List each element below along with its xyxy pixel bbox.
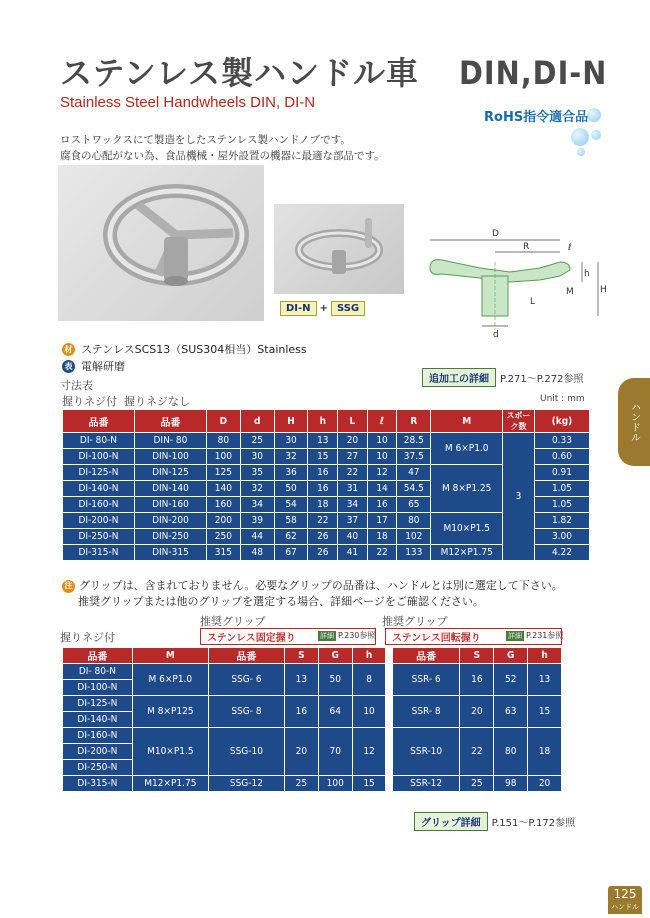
cell: 16 — [284, 696, 318, 728]
cell: M 6×P1.0 — [132, 664, 208, 696]
cell: DIN-125 — [134, 465, 206, 481]
drawing-label-l-lower: ℓ — [568, 243, 572, 253]
col-d-upper: D — [206, 410, 240, 433]
cell: 20 — [528, 776, 562, 792]
rotate-grip-ref-text: P.231参照 — [526, 631, 564, 640]
note-line: グリップは、含まれておりません。必要なグリップの品番は、ハンドルとは別に選定して下さい。 — [79, 579, 563, 592]
page-subtitle: Stainless Steel Handwheels DIN, DI-N — [60, 94, 316, 111]
detail-mini-tag: 詳細 — [508, 631, 522, 640]
material-text: ステンレスSCS13（SUS304相当）Stainless — [81, 343, 307, 356]
drawing-label-h-upper: H — [600, 285, 607, 295]
description — [60, 132, 385, 164]
cell: 32 — [274, 449, 308, 465]
cell: 30 — [274, 433, 308, 449]
cell: 22 — [308, 513, 338, 529]
cell: 16 — [460, 664, 494, 696]
cell: 12 — [367, 465, 397, 481]
detail-mini-tag: 詳細 — [320, 631, 334, 640]
cell: 39 — [240, 513, 274, 529]
cell-m: M12×P1.75 — [431, 545, 503, 561]
cell: 80 — [397, 513, 431, 529]
cell: 34 — [338, 497, 368, 513]
col-h-lower: h — [308, 410, 338, 433]
cell: 18 — [528, 728, 562, 776]
cell: SSG- 6 — [208, 664, 284, 696]
label-with-grip: 握りネジ付 — [62, 395, 117, 408]
table-header-row — [63, 410, 590, 433]
cell: 48 — [240, 545, 274, 561]
cell: 26 — [308, 545, 338, 561]
cell: 15 — [528, 696, 562, 728]
cell: DI-100-N — [63, 680, 133, 696]
cell: 34 — [240, 497, 274, 513]
cell: 18 — [367, 529, 397, 545]
cell: 160 — [206, 497, 240, 513]
cell: 10 — [352, 696, 386, 728]
cell: 65 — [397, 497, 431, 513]
cell: DI- 80-N — [63, 664, 133, 680]
cell: 32 — [240, 481, 274, 497]
fixed-grip-ref — [318, 630, 375, 641]
cell: 3.00 — [534, 529, 589, 545]
cell: DI-200-N — [63, 744, 133, 760]
plus-sign: + — [319, 303, 328, 314]
cell: 13 — [308, 433, 338, 449]
col-fixed-h: h — [352, 648, 386, 664]
cell: 100 — [206, 449, 240, 465]
cell: SSR-10 — [392, 728, 460, 776]
cell: 62 — [274, 529, 308, 545]
cell: 54.5 — [397, 481, 431, 497]
dimension-table — [62, 409, 590, 561]
grip-row — [63, 776, 562, 792]
cell: 28.5 — [397, 433, 431, 449]
cell: 54 — [274, 497, 308, 513]
col-fixed-s: S — [284, 648, 318, 664]
page-number-value: 125 — [613, 887, 637, 901]
cell: 52 — [494, 664, 528, 696]
cell: 37.5 — [397, 449, 431, 465]
cell: SSR- 6 — [392, 664, 460, 696]
cell: 26 — [308, 529, 338, 545]
col-rotate-h: h — [528, 648, 562, 664]
col-part-no-1: 品番 — [63, 410, 135, 433]
cell: 36 — [274, 465, 308, 481]
cell: DI-140-N — [63, 481, 135, 497]
cell: DI-315-N — [63, 776, 133, 792]
cell: 40 — [338, 529, 368, 545]
description-line: 腐食の心配がない為、食品機械・屋外設置の機器に最適な部品です。 — [60, 150, 385, 162]
grip-header-row — [63, 648, 562, 664]
note-badge: 注 — [62, 580, 75, 593]
cell: 22 — [338, 465, 368, 481]
cell: 20 — [284, 728, 318, 776]
cell: M 8×P125 — [132, 696, 208, 728]
col-l-upper: L — [338, 410, 368, 433]
cell-m: M 6×P1.0 — [431, 433, 503, 465]
cell: 16 — [308, 481, 338, 497]
col-fixed-g: G — [318, 648, 352, 664]
cell: 8 — [352, 664, 386, 696]
cell: 16 — [308, 465, 338, 481]
product-photo-din — [58, 165, 264, 321]
dims-title: 寸法表 — [60, 379, 93, 392]
material-row — [62, 341, 307, 357]
cell: DI-160-N — [63, 497, 135, 513]
cell: DIN-315 — [134, 545, 206, 561]
cell: SSR- 8 — [392, 696, 460, 728]
cell: SSR-12 — [392, 776, 460, 792]
cell: DI-250-N — [63, 529, 135, 545]
tag-di-n: DI-N — [280, 301, 317, 316]
cell: 14 — [367, 481, 397, 497]
cell: DI-315-N — [63, 545, 135, 561]
col-part-no: 品番 — [63, 648, 133, 664]
cell-spokes: 3 — [503, 433, 535, 561]
surface-text: 電解研磨 — [81, 360, 125, 373]
col-r: R — [397, 410, 431, 433]
cell: DI-250-N — [63, 760, 133, 776]
grip-note — [62, 578, 563, 610]
cell: 22 — [367, 545, 397, 561]
description-line: ロストワックスにて製造をしたステンレス製ハンドノブです。 — [60, 134, 351, 146]
cell: DI-125-N — [63, 696, 133, 712]
side-tab-handle: ハンドル — [618, 378, 650, 466]
drawing-label-m: M — [566, 287, 574, 297]
surface-badge: 表 — [62, 360, 75, 373]
drawing-label-r: R — [523, 242, 530, 252]
cell: 63 — [494, 696, 528, 728]
drawing-label-d-upper: D — [492, 229, 499, 239]
recommended-grip-label: 推奨グリップ — [382, 615, 448, 628]
grip-detail-tag: グリップ詳細 — [414, 812, 488, 831]
cell: M12×P1.75 — [132, 776, 208, 792]
cell: 1.82 — [534, 513, 589, 529]
cell: 125 — [206, 465, 240, 481]
cell: 80 — [494, 728, 528, 776]
col-weight: (kg) — [534, 410, 589, 433]
col-fixed-part-no: 品番 — [208, 648, 284, 664]
grip-detail — [414, 812, 575, 831]
cell: 16 — [367, 497, 397, 513]
cell: 30 — [240, 449, 274, 465]
grip-label-with: 握りネジ付 — [60, 631, 115, 644]
cell: 0.91 — [534, 465, 589, 481]
extra-machining — [422, 368, 583, 387]
cell: 10 — [367, 433, 397, 449]
col-m: M — [431, 410, 503, 433]
fixed-grip-title: ステンレス固定握り — [207, 633, 296, 644]
cell: 25 — [460, 776, 494, 792]
fixed-grip-ref-text: P.230参照 — [338, 631, 376, 640]
cell: DIN-250 — [134, 529, 206, 545]
cell: 37 — [338, 513, 368, 529]
rotate-grip-title: ステンレス回転握り — [392, 633, 481, 644]
cell: 20 — [460, 696, 494, 728]
page-number — [608, 886, 642, 914]
cell: 64 — [318, 696, 352, 728]
cell: 10 — [367, 449, 397, 465]
cell: 17 — [367, 513, 397, 529]
cell: DIN-100 — [134, 449, 206, 465]
cell: 13 — [284, 664, 318, 696]
cell: 80 — [206, 433, 240, 449]
label-without-grip: 握りネジなし — [124, 395, 190, 408]
col-rotate-s: S — [460, 648, 494, 664]
surface-row — [62, 358, 125, 374]
cell: 1.05 — [534, 497, 589, 513]
cell: DI-125-N — [63, 465, 135, 481]
recommended-grip-label: 推奨グリップ — [200, 615, 266, 628]
cell: 140 — [206, 481, 240, 497]
col-h-upper: H — [274, 410, 308, 433]
cell: 12 — [352, 728, 386, 776]
cell: 200 — [206, 513, 240, 529]
cell: SSG-10 — [208, 728, 284, 776]
grip-row — [63, 696, 562, 712]
cell: 0.60 — [534, 449, 589, 465]
unit-label: Unit : mm — [540, 394, 585, 404]
grip-detail-ref: P.151～P.172参照 — [491, 818, 576, 829]
cell: 15 — [308, 449, 338, 465]
page-section-label: ハンドル — [611, 903, 639, 911]
cell: 47 — [397, 465, 431, 481]
col-l-lower: ℓ — [367, 410, 397, 433]
drawing-label-h-lower: h — [584, 269, 590, 279]
cell: 35 — [240, 465, 274, 481]
grip-row — [63, 728, 562, 744]
drawing-label-d-lower: d — [493, 330, 499, 340]
tag-ssg: SSG — [331, 301, 365, 316]
cell: 50 — [318, 664, 352, 696]
cell: DIN-160 — [134, 497, 206, 513]
cell: 44 — [240, 529, 274, 545]
model-code: DIN,DI-N — [459, 54, 608, 92]
col-m: M — [132, 648, 208, 664]
cell: SSG-12 — [208, 776, 284, 792]
cell: M10×P1.5 — [132, 728, 208, 776]
cell: 18 — [308, 497, 338, 513]
cell: 250 — [206, 529, 240, 545]
cell: 13 — [528, 664, 562, 696]
drawing-label-l-upper: L — [530, 297, 536, 307]
cell: 133 — [397, 545, 431, 561]
cell: 25 — [284, 776, 318, 792]
cell: DI-200-N — [63, 513, 135, 529]
cell: 315 — [206, 545, 240, 561]
col-spokes: スポーク数 — [503, 410, 535, 433]
cell: 1.05 — [534, 481, 589, 497]
rotate-grip-ref — [506, 630, 563, 641]
cell: SSG- 8 — [208, 696, 284, 728]
cell: 27 — [338, 449, 368, 465]
cell: 70 — [318, 728, 352, 776]
cell: 4.22 — [534, 545, 589, 561]
extra-machining-tag: 追加工の詳細 — [422, 368, 496, 387]
cell: 25 — [240, 433, 274, 449]
cell: 58 — [274, 513, 308, 529]
product-photo-di-n — [274, 204, 404, 294]
cell: 67 — [274, 545, 308, 561]
cell: DIN-200 — [134, 513, 206, 529]
note-line: 推奨グリップまたは他のグリップを選定する場合、詳細ページをご確認ください。 — [78, 595, 484, 608]
cell: 22 — [460, 728, 494, 776]
rohs-badge: RoHS指令適合品 — [484, 110, 589, 125]
page-title: ステンレス製ハンドル車 DIN,DI-N — [60, 54, 608, 92]
material-badge: 材 — [62, 343, 75, 356]
cell-m: M10×P1.5 — [431, 513, 503, 545]
photo-tags — [280, 301, 365, 316]
cell: 50 — [274, 481, 308, 497]
extra-machining-ref: P.271～P.272参照 — [500, 374, 584, 385]
col-part-no-2: 品番 — [134, 410, 206, 433]
table-row — [63, 433, 590, 449]
cell: 15 — [352, 776, 386, 792]
cell: 0.33 — [534, 433, 589, 449]
cell: DIN- 80 — [134, 433, 206, 449]
dimension-drawing — [420, 222, 620, 342]
cell: 41 — [338, 545, 368, 561]
cell: 102 — [397, 529, 431, 545]
cell: DI-100-N — [63, 449, 135, 465]
cell: DI-140-N — [63, 712, 133, 728]
cell: 98 — [494, 776, 528, 792]
col-rotate-part-no: 品番 — [392, 648, 460, 664]
cell: 31 — [338, 481, 368, 497]
cell: 100 — [318, 776, 352, 792]
cell: DI-160-N — [63, 728, 133, 744]
col-d-lower: d — [240, 410, 274, 433]
cell: DI- 80-N — [63, 433, 135, 449]
col-rotate-g: G — [494, 648, 528, 664]
grip-table — [62, 647, 562, 792]
cell: DIN-140 — [134, 481, 206, 497]
cell-m: M 8×P1.25 — [431, 465, 503, 513]
grip-row — [63, 664, 562, 680]
cell: 20 — [338, 433, 368, 449]
